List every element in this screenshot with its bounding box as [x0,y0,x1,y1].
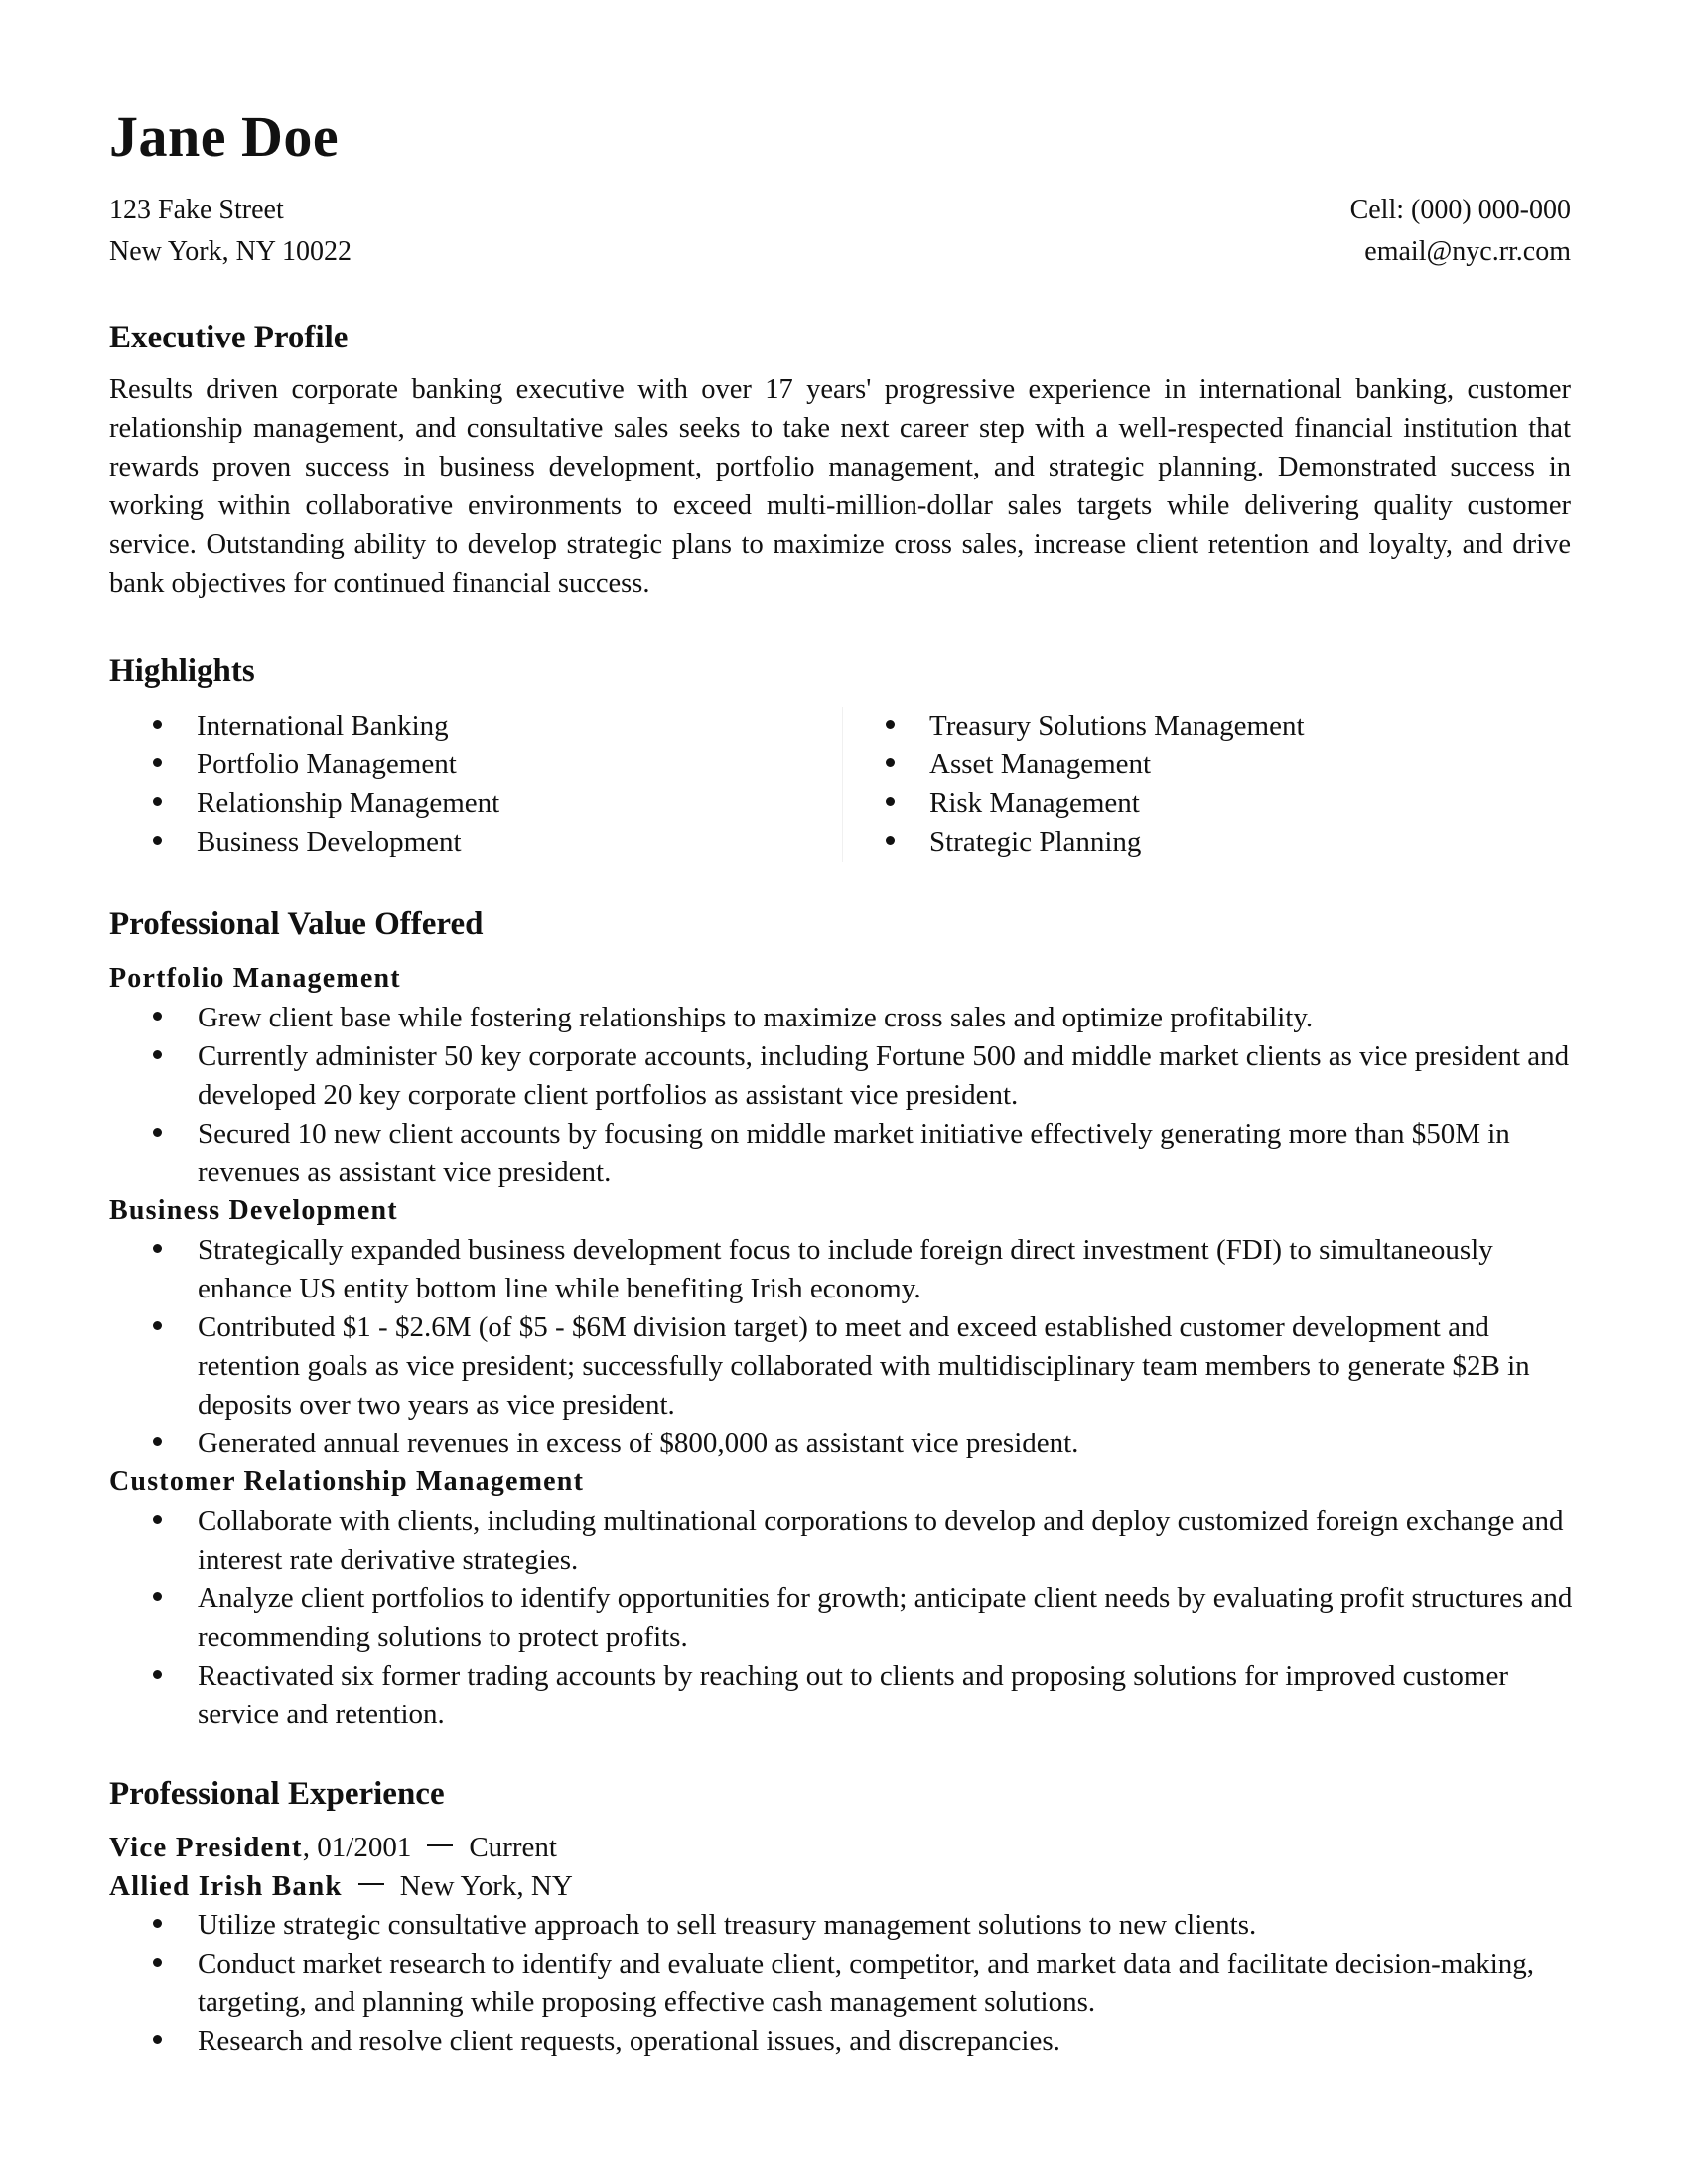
executive-profile-text: Results driven corporate banking executive with over 17 years' progressive experience in international banking, customer relationship management, and consultative sales seeks to take next career step with a well-respected financial institution that rewards proven success in business development, portfolio management, and strategic planning. Demonstrated success in working within collaborative environments to exceed multi-million-dollar sales targets while delivering quality customer service. Outstanding ability to develop strategic plans to maximize cross sales, increase client retention and loyalty, and drive bank objectives for continued financial success. [109,374,1571,599]
list-item-text: Collaborate with clients, including multinational corporations to develop and deploy customized foreign exchange and interest rate derivative strategies. [198,1505,1564,1575]
bullet-icon [153,1958,162,1967]
list-item [109,1115,1579,1192]
bullet-icon [153,797,162,806]
list-item [109,1579,1579,1657]
highlight-label: Risk Management [929,787,1140,819]
list-item-text: Contributed $1 - $2.6M (of $5 - $6M division target) to meet and exceed established customer development and retention goals as vice president; successfully collaborated with multidisciplinary team members to generate $2B in deposits over two years as vice president. [198,1311,1530,1421]
list-item-text: Currently administer 50 key corporate accounts, including Fortune 500 and middle market clients as vice president and developed 20 key corporate client portfolios as assistant vice president. [198,1040,1570,1111]
bullet-icon [153,1012,162,1021]
candidate-name: Jane Doe [109,104,340,169]
list-item-text: Conduct market research to identify and evaluate client, competitor, and market data and facilitate decision-making, targeting, and planning while proposing effective cash management solutions. [198,1948,1535,2018]
highlight-item [109,746,499,784]
list-item-text: Strategically expanded business development focus to include foreign direct investment (FDI) to simultaneously enhance US entity bottom line while benefiting Irish economy. [198,1234,1493,1304]
highlight-label: Strategic Planning [929,826,1142,858]
list-item-text: Grew client base while fostering relationships to maximize cross sales and optimize profitability. [198,1002,1314,1033]
job-start-date: , 01/2001 [302,1832,412,1863]
highlight-item [842,823,1305,862]
email-address: email@nyc.rr.com [1364,236,1571,267]
bullet-icon [886,836,895,845]
highlight-item [109,784,499,823]
contact-block [1350,190,1571,273]
bullet-icon [153,1670,162,1679]
value-offered-heading: Professional Value Offered [109,906,484,942]
job-duties-list [109,1906,1579,2061]
list-item [109,1502,1579,1579]
job-company-line [109,1867,573,1906]
list-item [109,1037,1579,1115]
bullet-icon [153,1128,162,1137]
list-item [109,1308,1579,1425]
highlight-label: Business Development [197,826,462,858]
list-item-text: Research and resolve client requests, operational issues, and discrepancies. [198,2025,1060,2057]
highlight-label: Asset Management [929,749,1152,780]
highlights-right-list [842,707,1305,862]
subheading-customer-relationship-management: Customer Relationship Management [109,1466,585,1497]
bullet-icon [886,758,895,767]
bullet-icon [886,720,895,729]
bullet-icon [153,1321,162,1330]
list-item-text: Generated annual revenues in excess of $800,000 as assistant vice president. [198,1428,1079,1459]
highlight-label: Portfolio Management [197,749,457,780]
highlight-label: International Banking [197,710,449,742]
list-item-text: Reactivated six former trading accounts by reaching out to clients and proposing solutions for improved customer service and retention. [198,1660,1508,1730]
job-location: New York, NY [399,1870,573,1902]
highlight-item [109,823,499,862]
highlight-label: Relationship Management [197,787,500,819]
highlight-item [109,707,499,746]
bullet-icon [153,758,162,767]
bullet-icon [153,1592,162,1601]
experience-heading: Professional Experience [109,1776,445,1812]
highlight-item [842,746,1305,784]
list-item [109,1906,1579,1945]
bullet-icon [153,1244,162,1253]
list-item-text: Utilize strategic consultative approach to sell treasury management solutions to new clients. [198,1909,1257,1941]
portfolio-management-list [109,999,1579,1192]
list-item-text: Analyze client portfolios to identify opportunities for growth; anticipate client needs by evaluating profit structures and recommending solutions to protect profits. [198,1582,1573,1653]
list-item-text: Secured 10 new client accounts by focusing on middle market initiative effectively generating more than $50M in revenues as assistant vice president. [198,1118,1510,1188]
job-role: Vice President [109,1832,303,1863]
bullet-icon [153,1515,162,1524]
subheading-portfolio-management: Portfolio Management [109,963,401,994]
bullet-icon [886,797,895,806]
list-item [109,1657,1579,1734]
dash-separator [358,1883,384,1885]
job-end-date: Current [469,1832,557,1863]
bullet-icon [153,1437,162,1446]
customer-relationship-list [109,1502,1579,1734]
highlights-left-list [109,707,499,862]
list-item [109,1945,1579,2022]
phone-number: Cell: (000) 000-000 [1349,195,1571,225]
job-title-line [109,1829,557,1867]
address-line-1: 123 Fake Street [109,195,284,225]
address-line-2: New York, NY 10022 [109,236,352,267]
bullet-icon [153,1050,162,1059]
bullet-icon [153,720,162,729]
business-development-list [109,1231,1579,1463]
bullet-icon [153,836,162,845]
list-item [109,1231,1579,1308]
subheading-business-development: Business Development [109,1195,398,1226]
dash-separator [427,1844,453,1846]
highlight-label: Treasury Solutions Management [929,710,1305,742]
executive-profile-heading: Executive Profile [109,320,349,355]
highlight-item [842,784,1305,823]
bullet-icon [153,2035,162,2044]
job-company: Allied Irish Bank [109,1870,343,1902]
bullet-icon [153,1919,162,1928]
highlight-item [842,707,1305,746]
list-item [109,1425,1579,1463]
address-block [109,190,352,273]
list-item [109,999,1579,1037]
list-item [109,2022,1579,2061]
highlights-heading: Highlights [109,653,255,689]
